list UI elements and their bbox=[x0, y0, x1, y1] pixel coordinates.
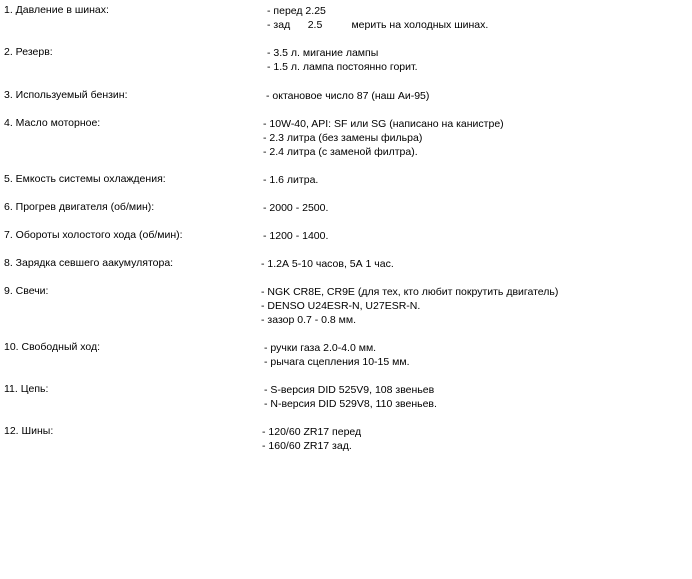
spec-value-line: - 160/60 ZR17 зад. bbox=[262, 440, 352, 452]
spec-values bbox=[263, 229, 328, 243]
spec-values bbox=[267, 4, 488, 32]
spec-value-line: - 1200 - 1400. bbox=[263, 230, 329, 242]
spec-value-line: - 2.4 литра (с заменой филтра). bbox=[263, 146, 418, 158]
spec-values bbox=[267, 46, 418, 74]
spec-value-line: - N-версия DID 529V8, 110 звеньев. bbox=[264, 398, 437, 410]
spec-label: 12. Шины: bbox=[4, 425, 54, 437]
spec-values bbox=[261, 257, 394, 271]
spec-label: 2. Резерв: bbox=[4, 46, 53, 58]
spec-values bbox=[264, 341, 410, 369]
spec-value-line: - 3.5 л. мигание лампы bbox=[267, 47, 379, 59]
spec-values bbox=[263, 117, 504, 159]
spec-value-line: - 120/60 ZR17 перед bbox=[262, 426, 362, 438]
spec-label: 10. Свободный ход: bbox=[4, 341, 101, 353]
spec-value-line: - 1.6 литра. bbox=[263, 174, 319, 186]
spec-label: 9. Свечи: bbox=[4, 285, 49, 297]
spec-values bbox=[264, 383, 437, 411]
spec-value-line: - 2000 - 2500. bbox=[263, 202, 329, 214]
spec-value-line: - S-версия DID 525V9, 108 звеньев bbox=[264, 384, 435, 396]
spec-label: 5. Емкость системы охлаждения: bbox=[4, 173, 166, 185]
spec-values bbox=[263, 173, 318, 187]
spec-values bbox=[263, 201, 328, 215]
spec-value-line: - перед 2.25 bbox=[267, 5, 326, 17]
spec-values bbox=[262, 425, 361, 453]
spec-value-line: - NGK CR8E, CR9E (для тех, кто любит покрутить двигатель) bbox=[261, 286, 559, 298]
spec-value-line: - рычага сцепления 10-15 мм. bbox=[264, 356, 410, 368]
spec-value-line: - 10W-40, API: SF или SG (написано на канистре) bbox=[263, 118, 504, 130]
spec-value-line: - октановое число 87 (наш Аи-95) bbox=[266, 90, 430, 102]
spec-label: 3. Используемый бензин: bbox=[4, 89, 128, 101]
spec-label: 7. Обороты холостого хода (об/мин): bbox=[4, 229, 183, 241]
spec-label: 11. Цепь: bbox=[4, 383, 49, 395]
spec-label: 8. Зарядка севшего аакумулятора: bbox=[4, 257, 174, 269]
spec-values bbox=[266, 89, 429, 103]
spec-value-line: - зазор 0.7 - 0.8 мм. bbox=[261, 314, 357, 326]
spec-value-line: - ручки газа 2.0-4.0 мм. bbox=[264, 342, 377, 354]
spec-value-line: - DENSO U24ESR-N, U27ESR-N. bbox=[261, 300, 421, 312]
spec-label: 1. Давление в шинах: bbox=[4, 4, 109, 16]
spec-label: 6. Прогрев двигателя (об/мин): bbox=[4, 201, 155, 213]
spec-values bbox=[261, 285, 558, 327]
spec-value-line: - зад 2.5 мерить на холодных шинах. bbox=[267, 19, 489, 31]
spec-value-line: - 1.5 л. лампа постоянно горит. bbox=[267, 61, 418, 73]
spec-label: 4. Масло моторное: bbox=[4, 117, 101, 129]
spec-value-line: - 2.3 литра (без замены фильра) bbox=[263, 132, 423, 144]
spec-value-line: - 1.2А 5-10 часов, 5А 1 час. bbox=[261, 258, 394, 270]
